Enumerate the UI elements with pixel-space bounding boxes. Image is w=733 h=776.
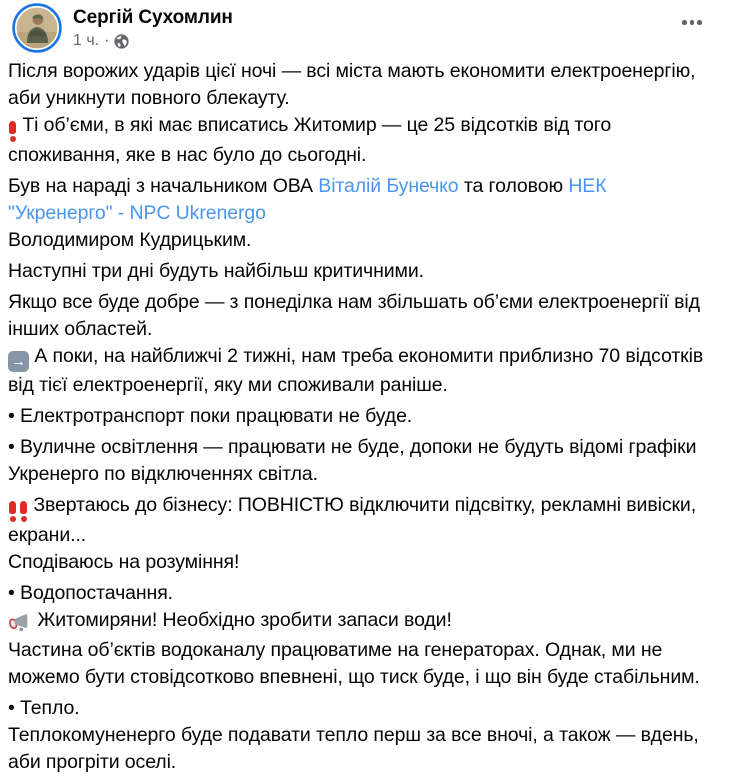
post-paragraph (8, 58, 707, 169)
text-run: та головою (458, 175, 569, 197)
post-paragraph (8, 173, 707, 254)
post-options-button[interactable] (678, 16, 706, 29)
text-run: Житомиряни! Необхідно зробити запаси води! (32, 609, 452, 631)
double-exclamation-icon (8, 495, 28, 522)
text-run: Якщо все буде добре — з понеділка нам збільшать об’єми електроенергії від інших областей. (8, 291, 700, 340)
post-header (0, 0, 733, 56)
red-exclamation-icon (8, 115, 17, 142)
post-paragraph (8, 403, 707, 430)
loudspeaker-icon (8, 610, 32, 637)
text-run: • Водопостачання. (8, 582, 173, 604)
text-run: Сподіваюсь на розуміння! (8, 551, 240, 573)
post-paragraph (8, 492, 707, 576)
text-run: Звертаюсь до бізнесу: ПОВНІСТЮ відключити підсвітку, рекламні вивіски, екрани... (8, 494, 697, 546)
text-run: Ті об’єми, в які має вписатись Житомир — це 25 відсотків від того споживання, яке в нас було до сьогодні. (8, 114, 612, 166)
text-run: Наступні три дні будуть найбільш критичними. (8, 260, 424, 282)
post-meta-row (73, 31, 233, 50)
text-run: • Тепло. (8, 697, 80, 719)
text-run: Володимиром Кудрицьким. (8, 229, 252, 251)
post-text (0, 56, 733, 776)
post-paragraph (8, 695, 707, 776)
globe-icon (114, 34, 129, 49)
profile-picture (12, 3, 62, 53)
text-run: Був на нараді з начальником ОВА (8, 175, 319, 197)
post-paragraph (8, 289, 707, 399)
link-vitalii-bunechko[interactable]: Віталій Бунечко (318, 175, 459, 197)
right-arrow-icon: → (8, 351, 29, 372)
post-paragraph (8, 258, 707, 285)
dot (690, 20, 695, 25)
dot (697, 20, 702, 25)
meta-separator: · (104, 32, 110, 49)
author-name[interactable]: Сергій Сухомлин (73, 7, 233, 28)
post-paragraph (8, 434, 707, 488)
text-run: А поки, на найближчі 2 тижні, нам треба економити приблизно 70 відсотків від тієї електроенергії, яку ми споживали раніше. (8, 345, 704, 396)
text-run: • Вуличне освітлення — працювати не буде, допоки не будуть відомі графіки Укренерго по відключеннях світла. (8, 436, 697, 485)
text-run: Частина об’єктів водоканалу працюватиме на генераторах. Однак, ми не можемо бути стовідсотково впевнені, що тиск буде, і що він буде стабільним. (8, 639, 700, 688)
avatar[interactable] (12, 3, 62, 53)
text-run: Теплокомуненерго буде подавати тепло перш за все вночі, а також — вдень, аби прогріти оселі. (8, 724, 699, 773)
link-nek-ukrenergo[interactable]: НЕК "Укренерго" - NPC Ukrenergo (8, 175, 607, 224)
header-meta (73, 6, 233, 50)
text-run: • Електротранспорт поки працювати не буде. (8, 405, 413, 427)
text-run: Після ворожих ударів цієї ночі — всі міста мають економити електроенергію, аби уникнути повного блекауту. (8, 60, 696, 109)
post-timestamp[interactable]: 1 ч. (73, 32, 100, 49)
post-paragraph (8, 580, 707, 691)
dot (682, 20, 687, 25)
